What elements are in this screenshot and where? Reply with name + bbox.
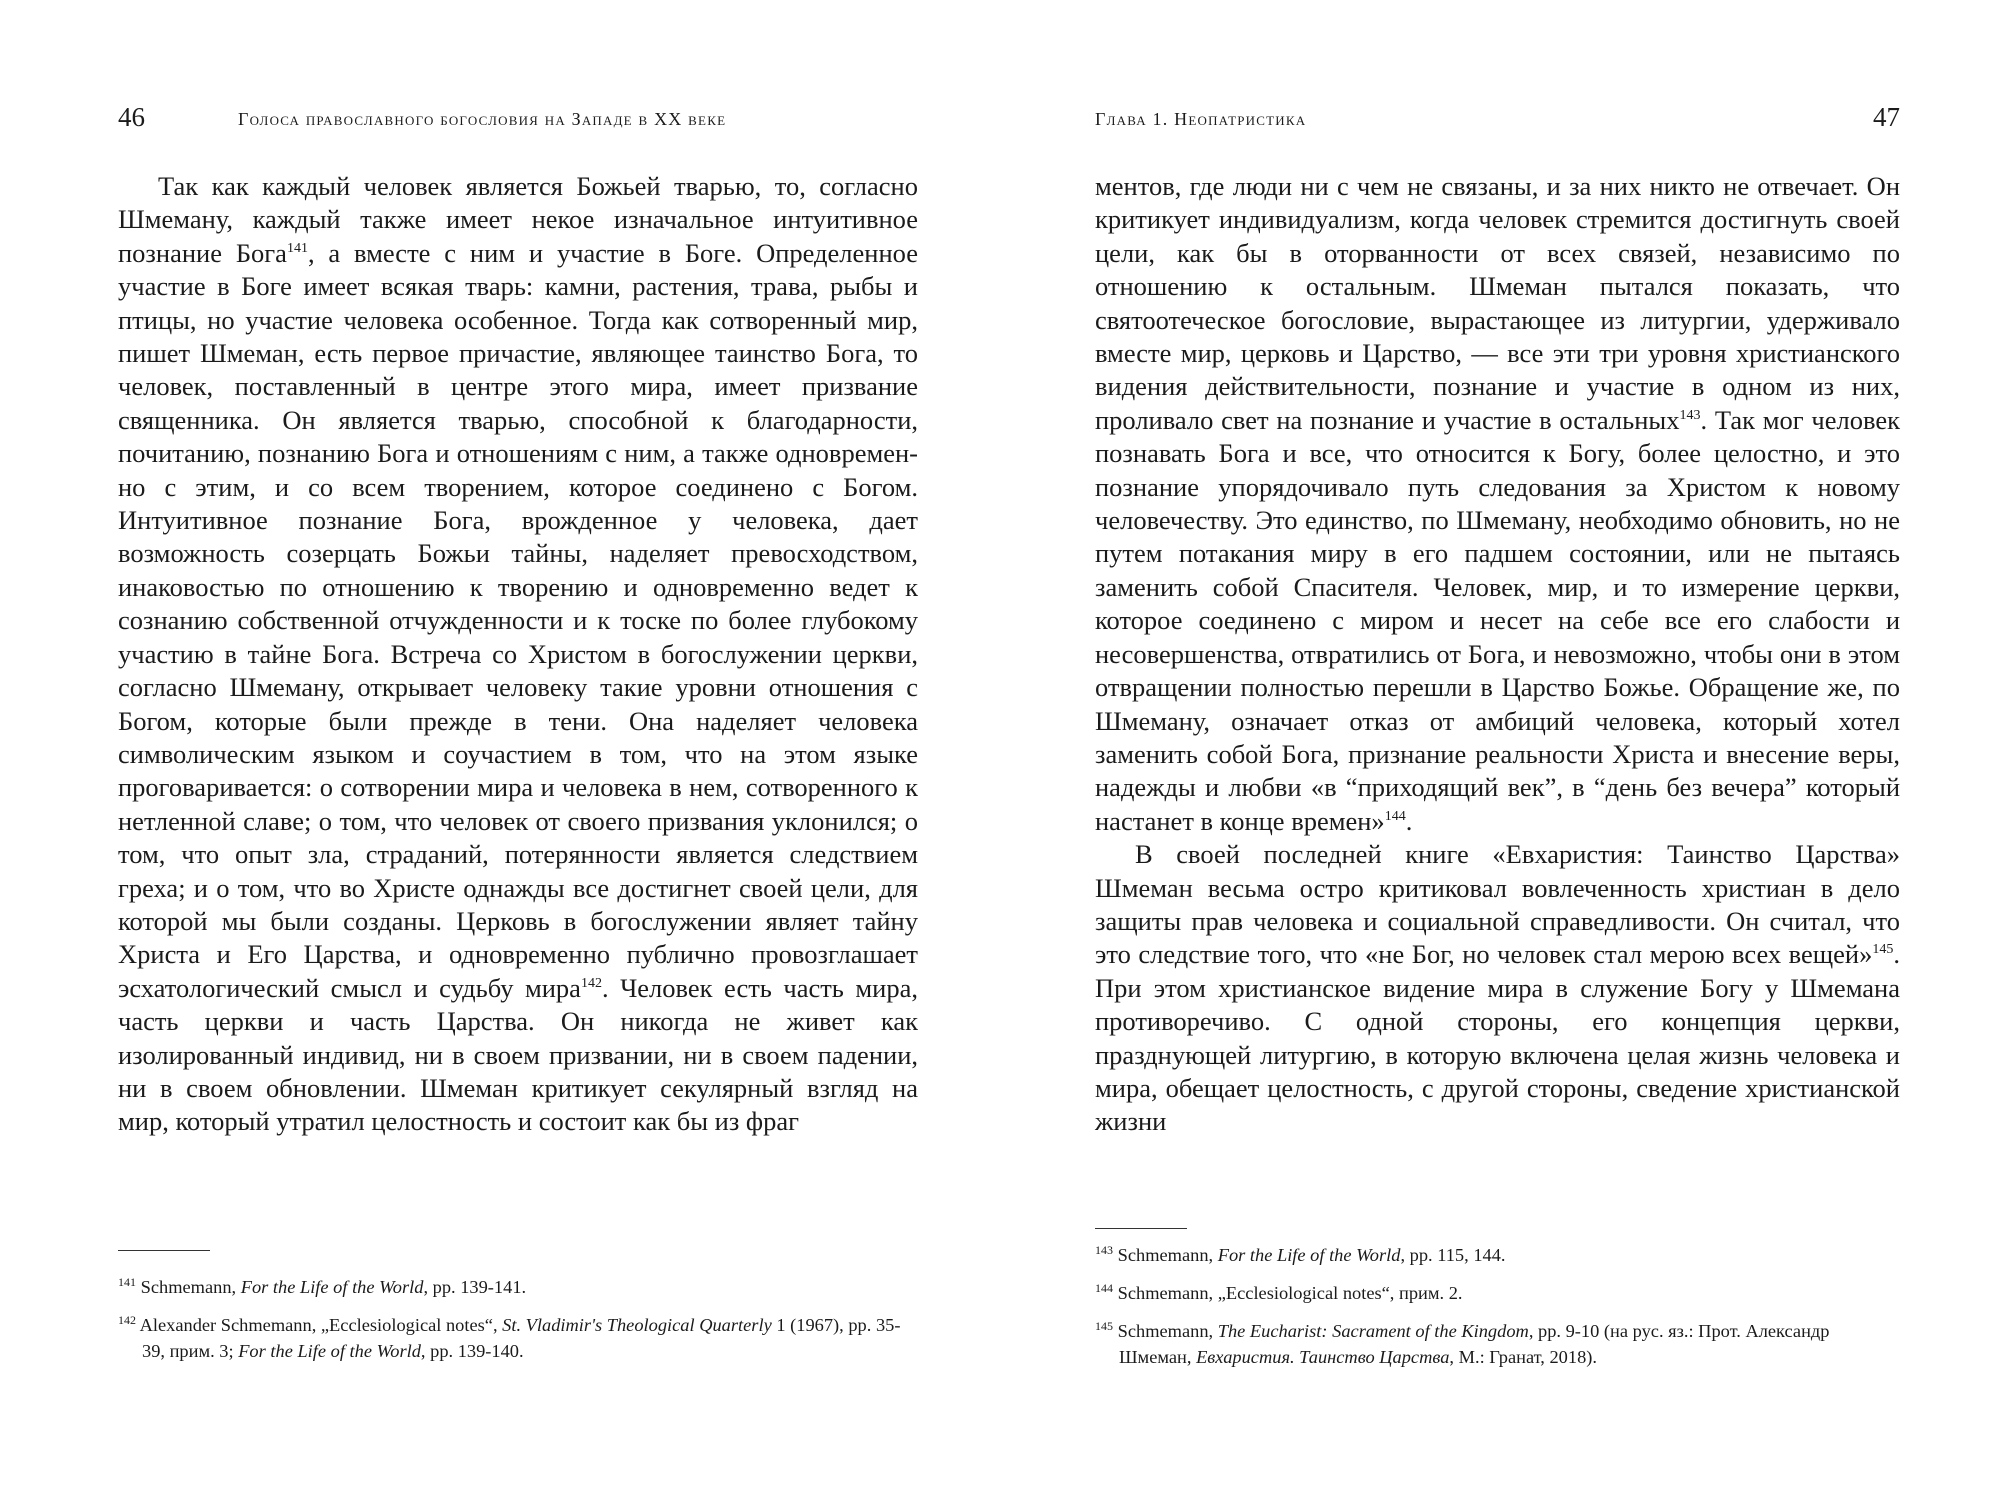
right-page xyxy=(1095,0,1900,1510)
paragraph: Так как каждый человек является Божьей тварью, то, согласно Шмеману, каждый также имеет некое изначальное интуитивное познание Бога$^{141}$, а вместе с ним и участие в Боге. Определенное участие в Боге имеет всякая тварь: камни, растения, трава, рыбы и птицы, но участие человека особенное. Тогда как сотворенный мир, пишет Шмеман, есть первое причастие, являющее таинство Бога, то человек, поставленный в центре этого мира, имеет призвание священника. Он является тварью, способной к благодарности, почитанию, познанию Бога и отношениям с ним, а также одновременно с этим, и со всем творением, которое соединено с Богом. Интуитивное познание Бога, врожденное у человека, дает возможность созерцать Божьи тайны, наделяет превосходством, инаковостью по отношению к творению и одновременно ведет к сознанию собственной отчужденности и к тоске по более глубокому участию в тайне Бога. Встреча со Христом в богослужении церкви, согласно Шмеману, открывает человеку такие уровни отношения с Богом, которые были прежде в тени. Она наделяет человека символическим языком и соучастием в том, что на этом языке проговаривается: о сотворении мира и человека в нем, сотворенного к нетленной славе; о том, что человек от своего призвания уклонился; о том, что опыт зла, страданий, потерянности является следствием греха; и о том, что во Христе однажды все достигнет своей цели, для которой мы были созданы. Церковь в богослужении являет тайну Христа и Его Царства, и одновременно публично провозглашает эсхатологический смысл и судьбу мира$^{142}$. Человек есть часть мира, часть церкви и часть Царства. Он никогда не живет как изолированный индивид, ни в своем призвании, ни в своем падении, ни в своем обновлении. Шмеман критикует секулярный взгляд на мир, который утратил целостность и состоит как бы из фраг xyxy=(118,171,918,1137)
footnote-ref: 141 xyxy=(286,240,308,256)
footnote-ref: 145 xyxy=(1872,942,1894,958)
footnote-ref: 142 xyxy=(580,975,602,991)
left-footnotes xyxy=(118,1274,918,1376)
paragraph: ментов, где люди ни с чем не связаны, и за них никто не отвечает. Он критикует индивидуализм, когда человек стремится достигнуть своей цели, как бы в оторванности от всех связей, независимо по отношению к остальным. Шмеман пытался показать, что святоотеческое богословие, вырастающее из литургии, удерживало вместе мир, церковь и Царство, — все эти три уровня христианского видения действительности, познание и участие в одном из них, проливало свет на познание и участие в остальных$^{143}$. Так мог человек познавать Бога и все, что относится к Богу, более целостно, и это познание упорядочивало путь следования за Христом к новому человечеству. Это единство, по Шмеману, необходимо обновить, но не путем потакания миру в его падшем состоянии, или не пытаясь заменить собой Спасителя. Человек, мир, и то измерение церкви, которое соединено с миром и несет на себе все его слабости и несовершенства, отвратились от Бога, и невозможно, чтобы они в этом отвращении полностью перешли в Царство Божье. Обращение же, по Шмеману, означает отказ от амбиций человека, который хотел заменить собой Бога, признание реальности Христа и внесение веры, надежды и любви «в “приходящий век”, в “день без вечера” который настанет в конце времен»$^{144}$. xyxy=(1095,171,1900,836)
book-title-header: Голоса православного богословия на Западе в XX веке xyxy=(238,109,727,129)
page-number: 47 xyxy=(1873,102,1900,132)
footnote-ref: 143 xyxy=(1679,408,1701,424)
footnote: $^{141}$ Schmemann, For the Life of the World, pp. 139-141. xyxy=(118,1274,527,1297)
footnote-ref: 144 xyxy=(1384,808,1406,824)
footnote: $^{144}$ Schmemann, „Ecclesiological notes“, прим. 2. xyxy=(1095,1280,1463,1303)
left-body-text xyxy=(118,170,918,1139)
footnote: $^{142}$ Alexander Schmemann, „Ecclesiological notes“, St. Vladimir's Theological Quarterly 1 (1967), pp. 35-39, прим. 3; For the Life of the World, pp. 139-140. xyxy=(118,1312,901,1361)
right-running-head xyxy=(1095,100,1900,140)
chapter-title-header: Глава 1. Неопатристика xyxy=(1095,109,1307,129)
footnote-divider xyxy=(1095,1228,1187,1229)
right-body-text xyxy=(1095,170,1900,1139)
paragraph: В своей последней книге «Евхаристия: Таинство Царства» Шмеман весьма остро критиковал вовлеченность христиан в дело защиты прав человека и социальной справедливости. Он считал, что это следствие того, что «не Бог, но человек стал мерою всех вещей»$^{145}$. При этом христианское видение мира в служение Богу у Шмемана противоречиво. С одной стороны, его концепция церкви, празднующей литургию, в которую включена целая жизнь человека и мира, обещает целостность, с другой стороны, сведение христианской жизни xyxy=(1095,839,1900,1137)
left-page xyxy=(118,0,918,1510)
footnote: $^{143}$ Schmemann, For the Life of the World, pp. 115, 144. xyxy=(1095,1242,1506,1265)
footnote: $^{145}$ Schmemann, The Eucharist: Sacrament of the Kingdom, pp. 9-10 (на рус. яз.: Прот. Александр Шмеман, Евхаристия. Таинство Царства, М.: Гранат, 2018). xyxy=(1095,1318,1830,1367)
left-running-head xyxy=(118,100,918,140)
footnote-divider xyxy=(118,1250,210,1251)
right-footnotes xyxy=(1095,1242,1900,1382)
page-number: 46 xyxy=(118,102,145,132)
